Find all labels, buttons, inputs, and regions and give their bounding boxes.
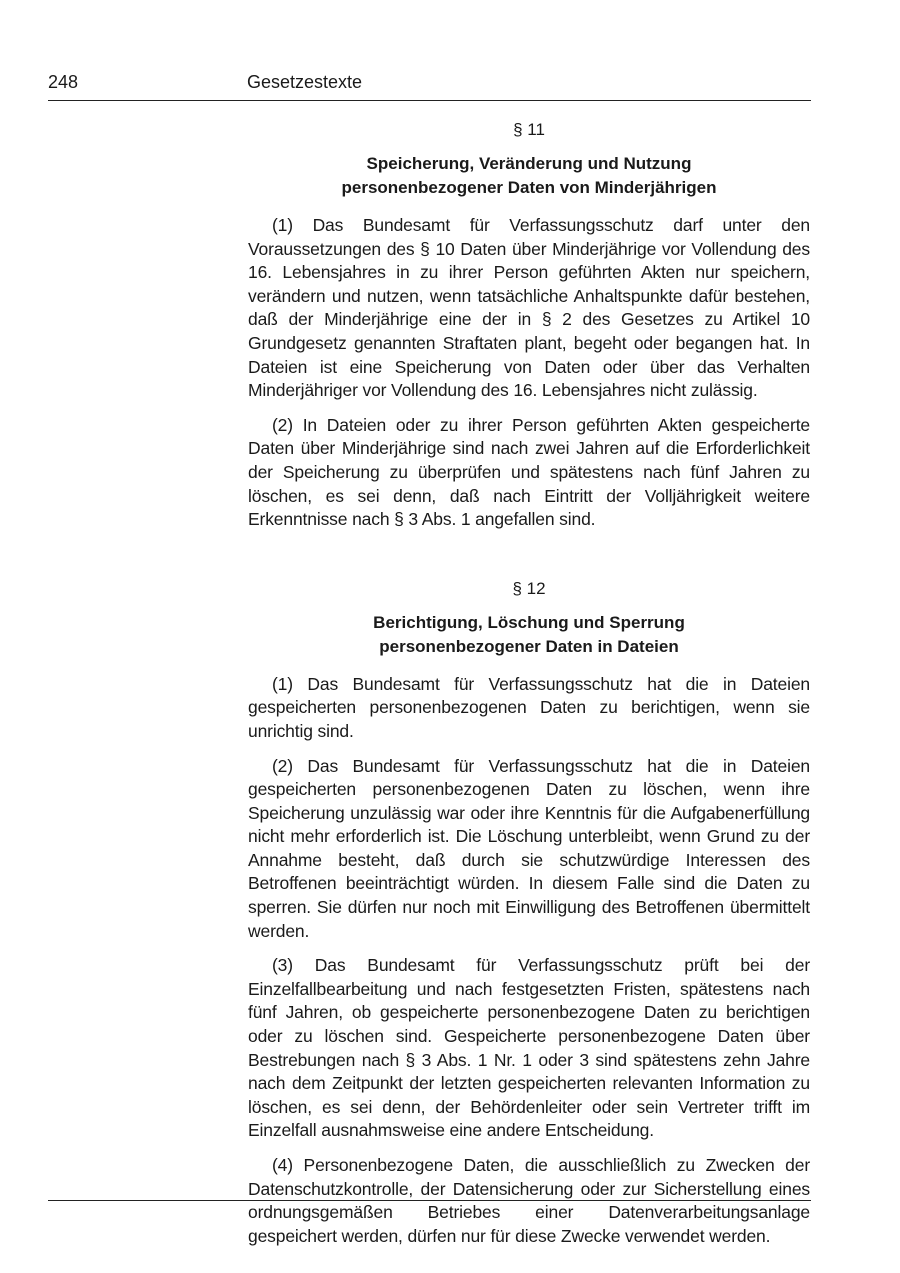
paragraph: (4) Personenbezogene Daten, die ausschließlich zu Zwecken der Datenschutzkontrolle, der Datensicherung oder zur Sicherstellung eines ordnungsgemäßen Betriebes einer Datenverarbeitungsanlage gespeichert werden, dürfen nur für diese Zwecke verwendet werden. [248,1155,810,1246]
paragraph: (1) Das Bundesamt für Verfassungsschutz hat die in Dateien gespeicherten personenbezogenen Daten zu berichtigen, wenn sie unrichtig sind. [248,673,810,741]
running-title: Gesetzestexte [247,72,363,92]
section-number: § 11 [513,120,545,139]
paragraph: (3) Das Bundesamt für Verfassungsschutz prüft bei der Einzelfallbearbeitung und nach festgesetzten Fristen, spätestens nach fünf Jahren, ob gespeicherte personenbezogene Daten zu berichtigen oder zu löschen sind. Gespeicherte personenbezogene Daten über Bestrebungen nach § 3 Abs. 1 Nr. 1 oder 3 sind spätestens zehn Jahre nach dem Zeitpunkt der letzten gespeicherten relevanten Information zu löschen, es sei denn, der Behördenleiter oder sein Vertreter trifft im Einzelfall ausnahmsweise eine andere Entscheidung. [248,955,810,1141]
paragraph: (2) In Dateien oder zu ihrer Person geführten Akten gespeicherte Daten über Minderjährige sind nach zwei Jahren auf die Erforderlichkeit der Speicherung zu überprüfen und spätestens nach fünf Jahren zu löschen, es sei denn, daß nach Eintritt der Volljährigkeit weitere Erkenntnisse nach § 3 Abs. 1 angefallen sind. [248,414,810,530]
section-12 [248,577,810,1249]
paragraph: (1) Das Bundesamt für Verfassungsschutz darf unter den Voraussetzungen des § 10 Daten über Minderjährige vor Vollendung des 16. Lebensjahres in zu ihrer Person geführten Akten nur speichern, verändern und nutzen, wenn tatsächliche Anhaltspunkte dafür bestehen, daß der Minderjährige eine der in § 2 des Gesetzes zu Artikel 10 Grundgesetz genannten Straftaten plant, begeht oder begangen hat. In Dateien ist eine Speicherung von Daten oder über das Verhalten Minderjähriger vor Vollendung des 16. Lebensjahres nicht zulässig. [248,215,810,401]
paragraph: (2) Das Bundesamt für Verfassungsschutz hat die in Dateien gespeicherten personenbezogenen Daten zu löschen, wenn ihre Speicherung unzulässig war oder ihre Kenntnis für die Aufgabenerfüllung nicht mehr erforderlich ist. Die Löschung unterbleibt, wenn Grund zu der Annahme besteht, daß durch sie schutzwürdige Interessen des Betroffenen beeinträchtigt würden. In diesem Falle sind die Daten zu sperren. Sie dürfen nur noch mit Einwilligung des Betroffenen übermittelt werden. [248,755,810,941]
page-number: 248 [48,72,79,92]
section-spacer [248,543,810,577]
section-heading [248,611,810,659]
section-heading-line: Berichtigung, Löschung und Sperrung [373,612,685,632]
section-heading-line: personenbezogener Daten von Minderjährigen [341,178,717,197]
text-column [248,118,810,1259]
footer-rule [48,1200,811,1201]
running-header [48,70,811,101]
section-11 [248,118,810,532]
section-heading-line: Speicherung, Veränderung und Nutzung [366,154,692,173]
section-heading-line: personenbezogener Daten in Dateien [379,636,679,656]
section-number: § 12 [512,578,546,598]
section-heading [248,152,810,200]
